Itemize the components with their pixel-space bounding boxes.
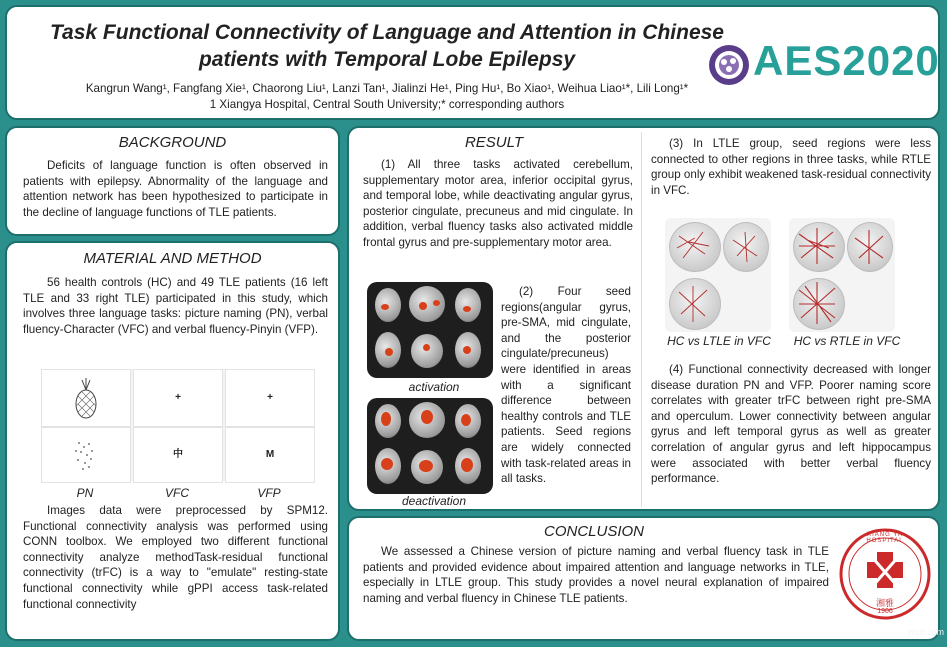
xiangya-seal [837, 522, 933, 636]
task-label-vfc: VFC [165, 486, 189, 500]
fig-label-rtle: HC vs RTLE in VFC [793, 334, 901, 348]
vfp-letter-cell [225, 427, 315, 483]
vfc-character-cell [133, 427, 223, 483]
logo-prefix: AES [753, 37, 843, 84]
activation-label: activation [408, 380, 460, 394]
conclusion-panel [347, 516, 940, 641]
seal-year: 1906 [877, 608, 893, 615]
pineapple-icon [42, 370, 130, 426]
background-title: BACKGROUND [118, 134, 227, 151]
hc-vs-rtle-figure [789, 218, 895, 332]
background-panel [5, 126, 340, 236]
poster-title [17, 19, 757, 73]
title-line-2: patients with Temporal Lobe Epilepsy [198, 48, 576, 71]
aes-logo-text [753, 37, 940, 85]
seal-chars: 湘雅 [875, 598, 894, 608]
fig-label-ltle: HC vs LTLE in VFC [667, 334, 771, 348]
conclusion-title: CONCLUSION [543, 523, 644, 540]
result-paragraph-4: (4) Functional connectivity decreased with longer disease duration PN and VFP. Poorer naming score correlates with greater trFC between right pre-SMA and operculum. Lower connectivity between angular gyrus and left temporal gyrus as well as greater correlation of angular gyrus and left hippocampus were associated with better verbal fluency performance. [651, 363, 931, 486]
watermark: ybpf.com [907, 627, 944, 637]
pn-scrambled-cell [41, 427, 131, 483]
vfc-fixation-cross: + [175, 392, 181, 403]
result-title: RESULT [464, 134, 524, 151]
vfc-cross-cell [133, 369, 223, 427]
deactivation-label: deactivation [401, 494, 467, 508]
method-text-2: Images data were preprocessed by SPM12. Functional connectivity analysis was performed using CONN toolbox. We employed two different functional connectivity analyze methodTask-residual functional connectivity (trFC) is a way to "emulate" resting-state functional connectivity while gPPI access task-related functional connectivity [23, 504, 328, 611]
conclusion-text: We assessed a Chinese version of picture naming and verbal fluency task in TLE patients and provided evidence about impaired attention and language networks in TLE, especially in LTLE group. This study provides a novel neural explanation of impaired naming and verbal fluency in Chinese TLE patients. [363, 545, 829, 605]
activation-figure [367, 282, 493, 378]
affiliation: 1 Xiangya Hospital, Central South University;* corresponding authors [209, 98, 565, 111]
task-label-vfp: VFP [257, 486, 281, 500]
vfp-fixation-cross: + [267, 392, 273, 403]
method-text-1: 56 health controls (HC) and 49 TLE patients (16 left TLE and 33 right TLE) participated in this study, which involves three language tasks: picture naming (PN), verbal fluency-Character (VFC) and verbal fluency-Pinyin (VFP). [23, 276, 328, 336]
result-paragraph-2: (2) Four seed regions(angular gyrus, pre-SMA, mid cingulate, and the posterior cingulate/precuneus) were identified in areas with a significant difference between healthy controls and TLE patients. Seed regions are widely connected with task-related areas in all tasks. [501, 285, 631, 486]
column-divider [641, 132, 642, 507]
method-title: MATERIAL AND METHOD [83, 250, 262, 267]
task-figure [41, 369, 313, 481]
result-paragraph-3: (3) In LTLE group, seed regions were less connected to other regions in three tasks, while RTLE group only exhibit weakened task-residual connectivity in VFC. [651, 137, 931, 197]
vfp-cross-cell [225, 369, 315, 427]
author-block [17, 81, 757, 113]
background-text: Deficits of language function is often observed in patients with epilepsy. Abnormality of the language and attention network has been hypothesized to participate in the decline of language functions of TLE patients. [23, 159, 328, 219]
seal-top-text: XIANG YA HOSPITAL [866, 532, 904, 544]
aes-logo-icon [707, 43, 751, 87]
vfc-character: 中 [173, 449, 183, 460]
logo-year: 2020 [842, 37, 940, 84]
title-line-1: Task Functional Connectivity of Language and Attention in Chinese [50, 21, 724, 44]
scrambled-image-icon [42, 428, 130, 482]
pn-picture-cell [41, 369, 131, 427]
header-panel [5, 5, 940, 120]
vfp-letter: M [265, 449, 275, 460]
authors: Kangrun Wang¹, Fangfang Xie¹, Chaorong Liu¹, Lanzi Tan¹, Jialinzi He¹, Ping Hu¹, Bo Xiao¹, Weihua Liao¹*, Lili Long¹* [85, 82, 689, 95]
method-panel [5, 241, 340, 641]
task-label-pn: PN [76, 486, 94, 500]
result-paragraph-1: (1) All three tasks activated cerebellum, supplementary motor area, inferior occipital gyrus, and temporal lobe, while deactivating angular gyrus, posterior cingulate, precuneus and mid cingulate. In addition, verbal fluency tasks also activated middle frontal gyrus and pre-supplementary motor area. [363, 158, 633, 249]
deactivation-figure [367, 398, 493, 494]
result-panel [347, 126, 940, 511]
hc-vs-ltle-figure [665, 218, 771, 332]
